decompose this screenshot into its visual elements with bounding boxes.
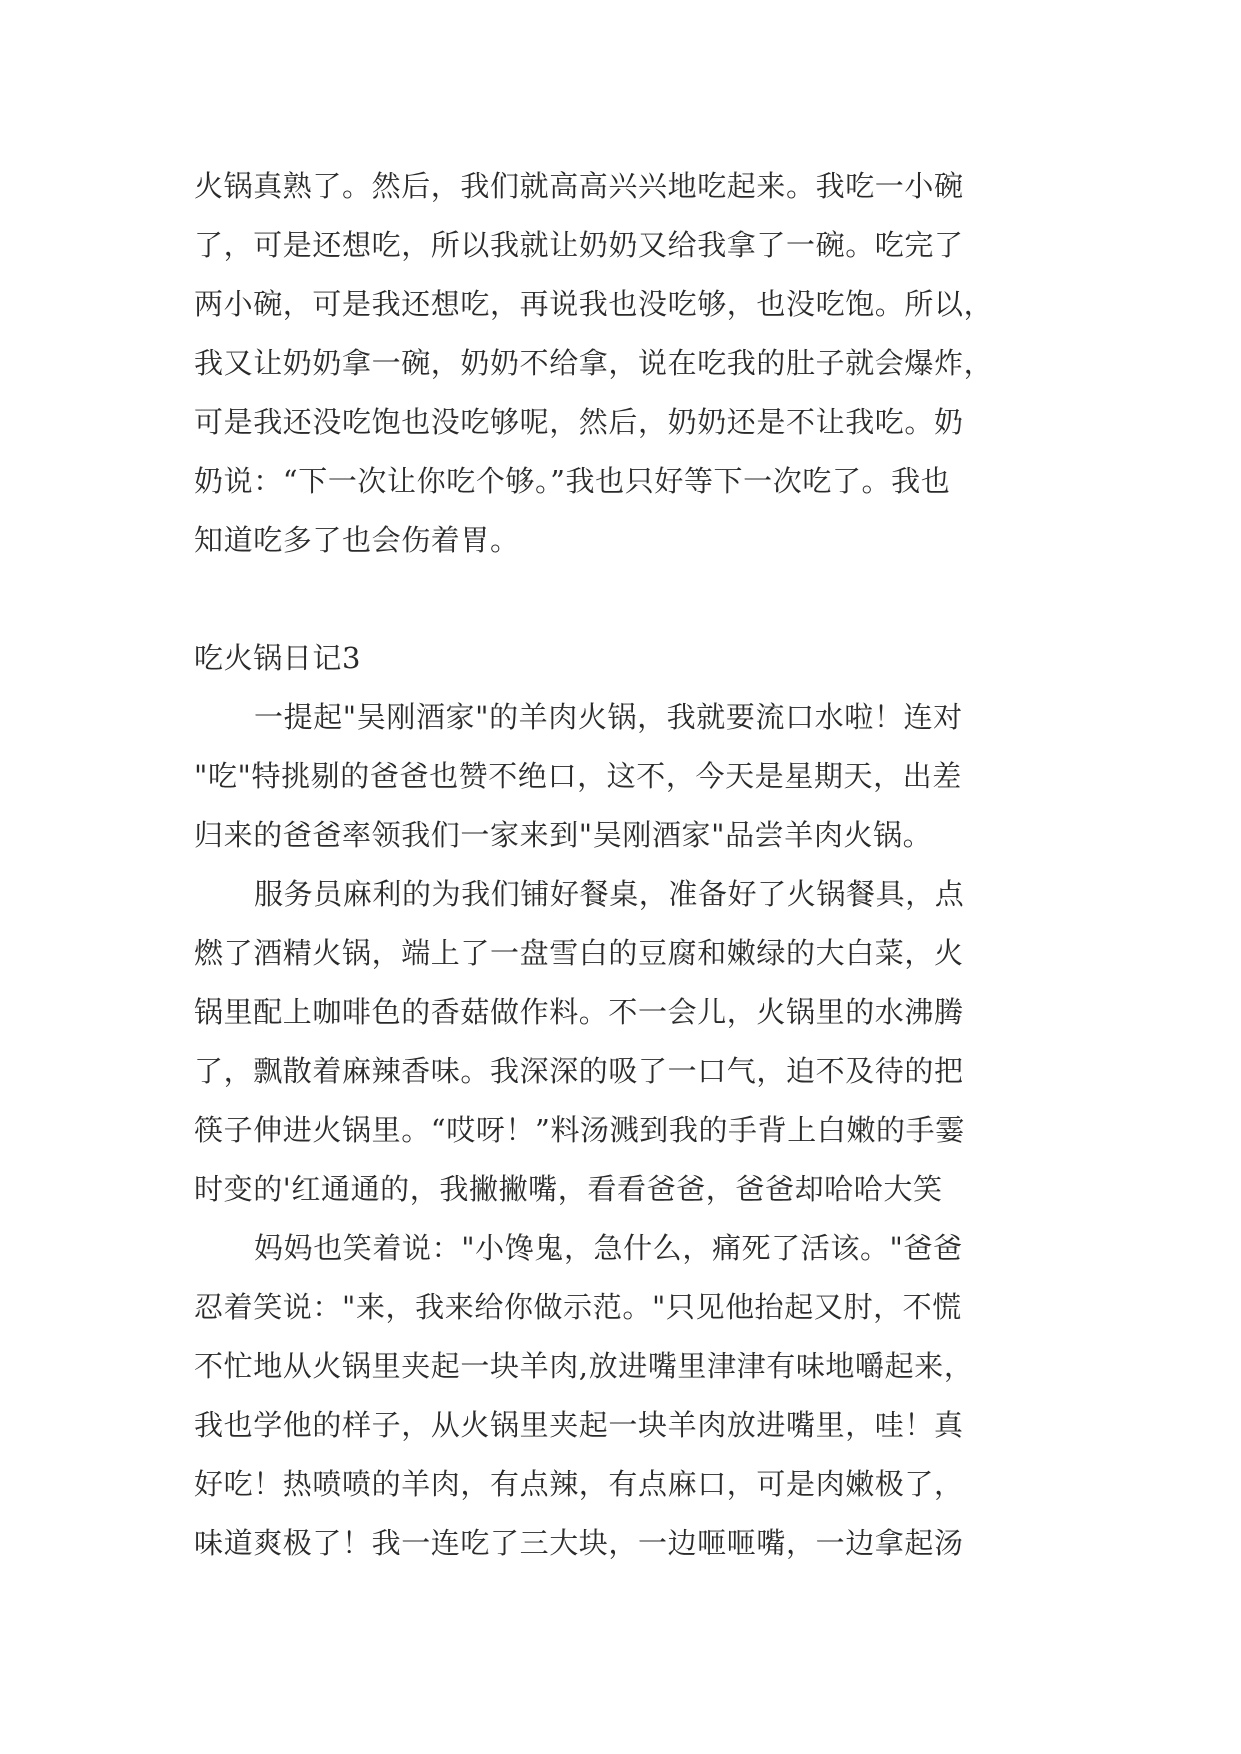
text-line: 了，飘散着麻辣香味。我深深的吸了一口气，迫不及待的把 xyxy=(194,1054,964,1088)
text-line: "吃"特挑剔的爸爸也赞不绝口，这不，今天是星期天，出差 xyxy=(194,759,962,793)
text-line: 妈妈也笑着说："小馋鬼，急什么，痛死了活该。"爸爸 xyxy=(254,1231,963,1265)
text-line: 服务员麻利的为我们铺好餐桌，准备好了火锅餐具，点 xyxy=(254,877,965,911)
text-line: 奶说：“下一次让你吃个够。”我也只好等下一次吃了。我也 xyxy=(194,464,951,498)
text-line: 我也学他的样子，从火锅里夹起一块羊肉放进嘴里，哇！真 xyxy=(194,1408,964,1442)
text-line: 了，可是还想吃，所以我就让奶奶又给我拿了一碗。吃完了 xyxy=(194,228,964,262)
text-line: 味道爽极了！我一连吃了三大块，一边咂咂嘴，一边拿起汤 xyxy=(194,1526,964,1560)
section-heading: 吃火锅日记3 xyxy=(194,641,362,675)
text-line: 可是我还没吃饱也没吃够呢，然后，奶奶还是不让我吃。奶 xyxy=(194,405,964,439)
text-line: 锅里配上咖啡色的香菇做作料。不一会儿，火锅里的水沸腾 xyxy=(194,995,964,1029)
text-line: 一提起"吴刚酒家"的羊肉火锅，我就要流口水啦！连对 xyxy=(254,700,963,734)
text-line: 我又让奶奶拿一碗，奶奶不给拿，说在吃我的肚子就会爆炸， xyxy=(194,346,994,380)
text-line: 筷子伸进火锅里。“哎呀！”料汤溅到我的手背上白嫩的手霎 xyxy=(194,1113,965,1147)
text-line: 好吃！热喷喷的羊肉，有点辣，有点麻口，可是肉嫩极了， xyxy=(194,1467,964,1501)
text-line: 归来的爸爸率领我们一家来到"吴刚酒家"品尝羊肉火锅。 xyxy=(194,818,933,852)
text-line: 忍着笑说："来，我来给你做示范。"只见他抬起又肘，不慌 xyxy=(194,1290,962,1324)
text-line: 时变的'红通通的，我撇撇嘴，看看爸爸，爸爸却哈哈大笑 xyxy=(194,1172,943,1206)
text-line: 火锅真熟了。然后，我们就高高兴兴地吃起来。我吃一小碗 xyxy=(194,169,964,203)
text-line: 燃了酒精火锅，端上了一盘雪白的豆腐和嫩绿的大白菜，火 xyxy=(194,936,964,970)
text-line: 两小碗，可是我还想吃，再说我也没吃够，也没吃饱。所以， xyxy=(194,287,994,321)
text-line: 知道吃多了也会伤着胃。 xyxy=(194,523,520,557)
text-line: 不忙地从火锅里夹起一块羊肉,放进嘴里津津有味地嚼起来， xyxy=(194,1349,974,1383)
